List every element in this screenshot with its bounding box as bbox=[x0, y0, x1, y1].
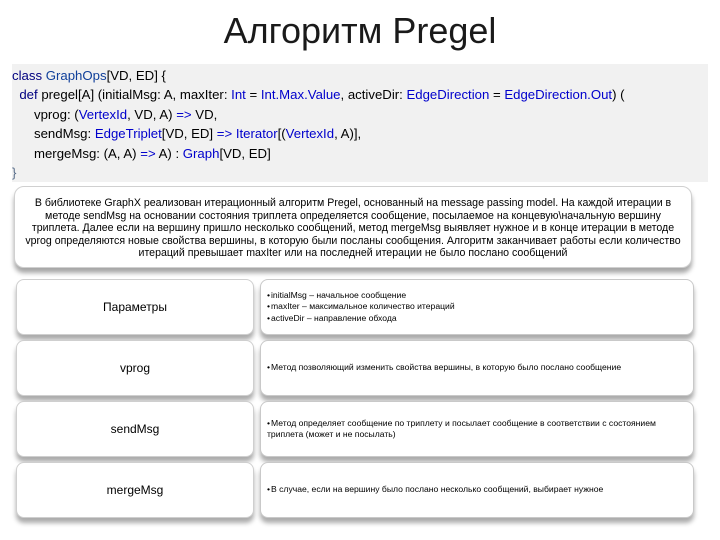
param-row bbox=[16, 462, 696, 518]
code-token: VD, bbox=[191, 106, 218, 122]
code-token: , A)], bbox=[334, 126, 362, 142]
code-token: [VD, ED] { bbox=[106, 68, 166, 83]
description-text: В библиотеке GraphX реализован итерационный алгоритм Pregel, основанный на message passing model. На каждой итерации в методе sendMsg на основании состояния триплета определяется сообщение, посылаемое на концевую\начальную вершину триплета. Далее если на вершину пришло несколько сообщений, метод mergeMsg выявляет нужное и в конце итерации в методе vprog определяются новые свойства вершины, в которую были посланы сообщения. Алгоритм заканчивает работы если количество итераций превышает maxIter или на последней итерации не было послано сообщений bbox=[25, 197, 681, 260]
slide-title: Алгоритм Pregel bbox=[223, 10, 497, 51]
code-line bbox=[12, 163, 708, 182]
description-box bbox=[14, 186, 692, 268]
code-token: Graph bbox=[182, 145, 220, 161]
param-description-line: • initialMsg – начальное сообщение bbox=[267, 290, 687, 302]
code-token: [VD, ED] bbox=[219, 145, 271, 161]
code-token: , activeDir: bbox=[340, 87, 407, 103]
code-block bbox=[12, 64, 708, 182]
param-description-line: • В случае, если на вершину было послано несколько сообщений, выбирает нужное bbox=[267, 484, 687, 496]
code-token: Int bbox=[231, 87, 246, 103]
code-token: = bbox=[489, 87, 505, 103]
code-token: A) : bbox=[155, 145, 183, 161]
param-row bbox=[16, 340, 696, 396]
code-token: def bbox=[12, 87, 42, 103]
param-description bbox=[260, 279, 694, 335]
code-token: VertexId bbox=[285, 126, 335, 142]
param-description-line: • activeDir – направление обхода bbox=[267, 313, 687, 325]
code-token: sendMsg: bbox=[12, 126, 95, 142]
code-token: EdgeTriplet bbox=[94, 126, 162, 142]
param-name: mergeMsg bbox=[16, 462, 254, 518]
code-token: pregel[A] (initialMsg: A, maxIter: bbox=[41, 87, 232, 103]
param-row bbox=[16, 279, 696, 335]
code-token: vprog: ( bbox=[12, 106, 79, 122]
code-line bbox=[12, 66, 708, 85]
code-line bbox=[12, 124, 708, 143]
code-token: Graph bbox=[45, 68, 83, 83]
code-line bbox=[12, 105, 708, 124]
code-token: , VD, A) bbox=[127, 106, 177, 122]
code-token: class bbox=[12, 68, 46, 83]
code-token: mergeMsg: (A, A) bbox=[12, 145, 141, 161]
param-name: Параметры bbox=[16, 279, 254, 335]
code-token: EdgeDirection.Out bbox=[504, 87, 613, 103]
code-token: Int.Max.Value bbox=[260, 87, 341, 103]
code-token: = bbox=[245, 87, 261, 103]
param-description-line: • maxIter – максимальное количество итераций bbox=[267, 301, 687, 313]
code-token: ) ( bbox=[612, 87, 625, 103]
param-row bbox=[16, 401, 696, 457]
param-description-line: • Метод определяет сообщение по триплету и посылает сообщение в соответствии с состоянием триплета (может и не посылать) bbox=[267, 418, 687, 441]
code-token: [( bbox=[277, 126, 286, 142]
param-description bbox=[260, 462, 694, 518]
code-token: => bbox=[140, 145, 156, 161]
param-description bbox=[260, 340, 694, 396]
param-description-line: • Метод позволяющий изменить свойства вершины, в которую было послано сообщение bbox=[267, 362, 687, 374]
code-token: VertexId bbox=[78, 106, 128, 122]
code-token: => bbox=[216, 126, 233, 142]
param-name: sendMsg bbox=[16, 401, 254, 457]
code-token: => bbox=[176, 106, 192, 122]
param-description bbox=[260, 401, 694, 457]
code-token: [VD, ED] bbox=[161, 126, 217, 142]
code-token: Ops bbox=[82, 68, 107, 83]
code-token: Iterator bbox=[235, 126, 278, 142]
code-line bbox=[12, 85, 708, 104]
code-token: } bbox=[12, 165, 17, 181]
code-line bbox=[12, 144, 708, 163]
code-token: EdgeDirection bbox=[406, 87, 490, 103]
param-name: vprog bbox=[16, 340, 254, 396]
